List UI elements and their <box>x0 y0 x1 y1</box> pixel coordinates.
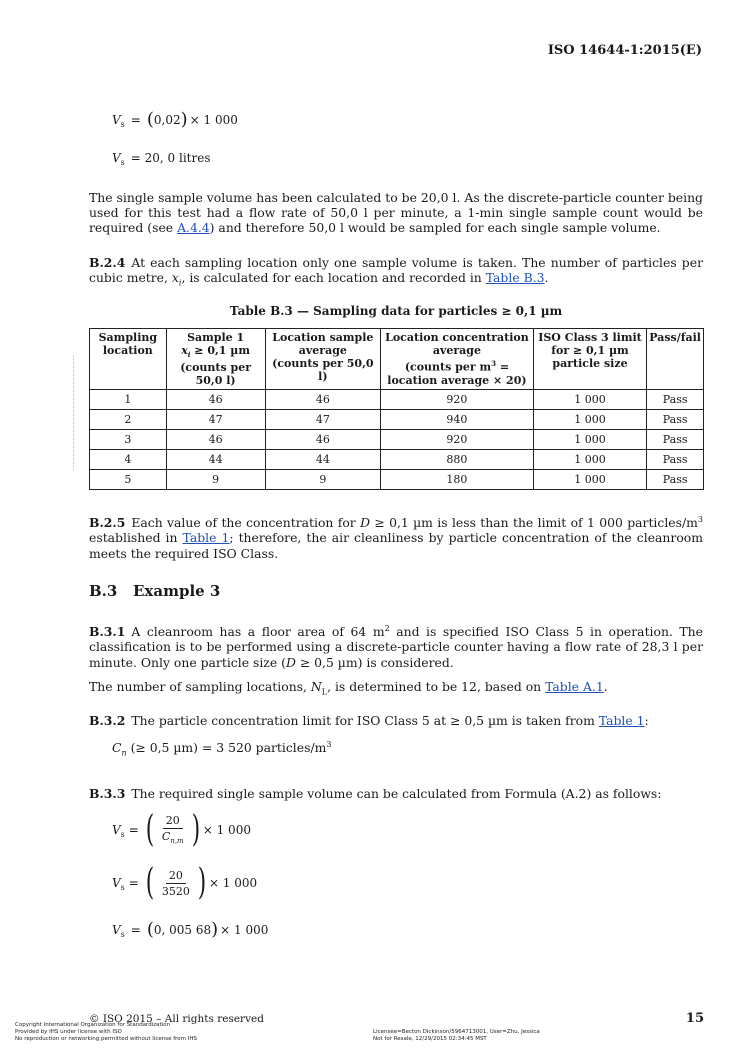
table-cell: 1 000 <box>533 450 647 470</box>
licensee-notice: Licensee=Becton Dickinson/5964713001, User=Zhu, Jessica Not for Resale, 12/29/2015 02:34:45 MST <box>373 1029 540 1042</box>
table-cell: 47 <box>166 410 265 430</box>
table-cell: 9 <box>166 470 265 490</box>
table-cell: 880 <box>381 450 534 470</box>
table-cell: Pass <box>647 470 704 490</box>
table-cell: 920 <box>381 430 534 450</box>
table-cell: 180 <box>381 470 534 490</box>
paragraph-b33: B.3.3 The required single sample volume can be calculated from Formula (A.2) as follows: <box>89 786 662 801</box>
fraction-20-over-cnm: $\frac{20}{C_{n,m}}$ <box>161 814 184 846</box>
equation-vs-3: V s = ( $\frac{20}{C_{n,m}}$ ) × 1 000 <box>112 809 251 850</box>
table-cell: 44 <box>166 450 265 470</box>
table-header-row <box>90 329 704 390</box>
table-cell: 1 000 <box>533 390 647 410</box>
table-cell: 1 000 <box>533 410 647 430</box>
equation-vs-2: V s = 20, 0 litres <box>112 151 211 167</box>
header-location-concentration: Location concentration average (counts per $m^3$ = location average × 20) <box>381 329 534 390</box>
table-cell: 920 <box>381 390 534 410</box>
margin-mark <box>73 355 75 470</box>
paragraph-b24: B.2.4 At each sampling location only one sample volume is taken. The number of particles per cubic metre, $x_i$, is calculated for each location and recorded in Table B.3. <box>89 255 703 288</box>
fraction-20-over-3520: $\frac{20}{3520}$ <box>161 868 190 898</box>
paragraph-b25: B.2.5 Each value of the concentration for D ≥ 0,1 µm is less than the limit of 1 000 particles/$m^3$ established in Table 1; therefore, the air cleanliness by particle concentration of the cleanroom meets the required ISO Class. <box>89 515 703 561</box>
equation-vs-4: V s = ( $\frac{20}{3520}$ ) × 1 000 <box>112 862 258 903</box>
table-cell: 1 000 <box>533 430 647 450</box>
header-iso-limit: ISO Class 3 limit for ≥ 0,1 µm particle size <box>533 329 647 390</box>
equation-vs-1: V s = ( 0,02 ) × 1 000 <box>112 109 238 130</box>
concentration-limit-formula: $C_n$ (≥ 0,5 µm) = 3 520 particles/$m^3$ <box>112 740 332 758</box>
paragraph-b31: B.3.1 A cleanroom has a floor area of 64 $m^2$ and is specified ISO Class 5 in operation. The classification is to be performed using a discrete-particle counter having a flow rate of 28,3 l per minute. Only one particle size (D ≥ 0,5 µm) is considered. <box>89 624 703 670</box>
table-cell: Pass <box>647 450 704 470</box>
table-cell: 4 <box>90 450 167 470</box>
link-table-a1[interactable]: Table A.1 <box>545 679 604 694</box>
table-cell: 46 <box>166 390 265 410</box>
paragraph-b32: B.3.2 The particle concentration limit for ISO Class 5 at ≥ 0,5 µm is taken from Table 1: <box>89 713 649 728</box>
table-cell: 44 <box>265 450 381 470</box>
table-row <box>90 470 704 490</box>
table-cell: 1 000 <box>533 470 647 490</box>
sampling-data-table <box>89 328 704 490</box>
page-number: 15 <box>685 1011 704 1026</box>
link-table-1[interactable]: Table 1 <box>182 530 230 546</box>
table-cell: Pass <box>647 430 704 450</box>
table-cell: 46 <box>265 430 381 450</box>
table-cell: Pass <box>647 390 704 410</box>
table-cell: 46 <box>166 430 265 450</box>
table-cell: 940 <box>381 410 534 430</box>
table-cell: 5 <box>90 470 167 490</box>
link-a44[interactable]: A.4.4 <box>177 220 210 236</box>
table-row <box>90 450 704 470</box>
table-cell: Pass <box>647 410 704 430</box>
link-table-b3[interactable]: Table B.3 <box>485 270 545 286</box>
table-cell: 3 <box>90 430 167 450</box>
document-id: ISO 14644-1:2015(E) <box>547 43 702 58</box>
equation-vs-5: V s = ( 0, 005 68 ) × 1 000 <box>112 919 269 940</box>
table-cell: 2 <box>90 410 167 430</box>
header-location-average: Location sample average (counts per 50,0 l) <box>265 329 381 390</box>
link-table-1-b[interactable]: Table 1 <box>598 713 645 728</box>
table-caption: Table B.3 — Sampling data for particles ≥ 0,1 µm <box>229 304 563 318</box>
header-sampling-location: Sampling location <box>90 329 167 390</box>
table-cell: 1 <box>90 390 167 410</box>
section-heading-b3: B.3 Example 3 <box>89 582 221 600</box>
header-sample-1: Sample 1 $x_i \ge 0,1$ µm (counts per 50,0 l) <box>166 329 265 390</box>
paragraph-sampling-locations: The number of sampling locations, $N_L$, is determined to be 12, based on Table A.1. <box>89 679 608 697</box>
table-row <box>90 430 704 450</box>
paragraph-sample-volume: The single sample volume has been calculated to be 20,0 l. As the discrete-particle counter being used for this test had a flow rate of 50,0 l per minute, a 1-min single sample count would be required (see A.4.4) and therefore 50,0 l would be sampled for each single sample volume. <box>89 190 703 236</box>
table-cell: 46 <box>265 390 381 410</box>
table-row <box>90 390 704 410</box>
header-pass-fail: Pass/fail <box>647 329 704 390</box>
table-row <box>90 410 704 430</box>
ihs-notice: Copyright International Organization for Standardization Provided by IHS under license with ISO No reproduction or networking permitted without license from IHS <box>15 1022 198 1042</box>
table-cell: 9 <box>265 470 381 490</box>
table-cell: 47 <box>265 410 381 430</box>
copyright-notice: © ISO 2015 – All rights reserved <box>89 1013 264 1025</box>
